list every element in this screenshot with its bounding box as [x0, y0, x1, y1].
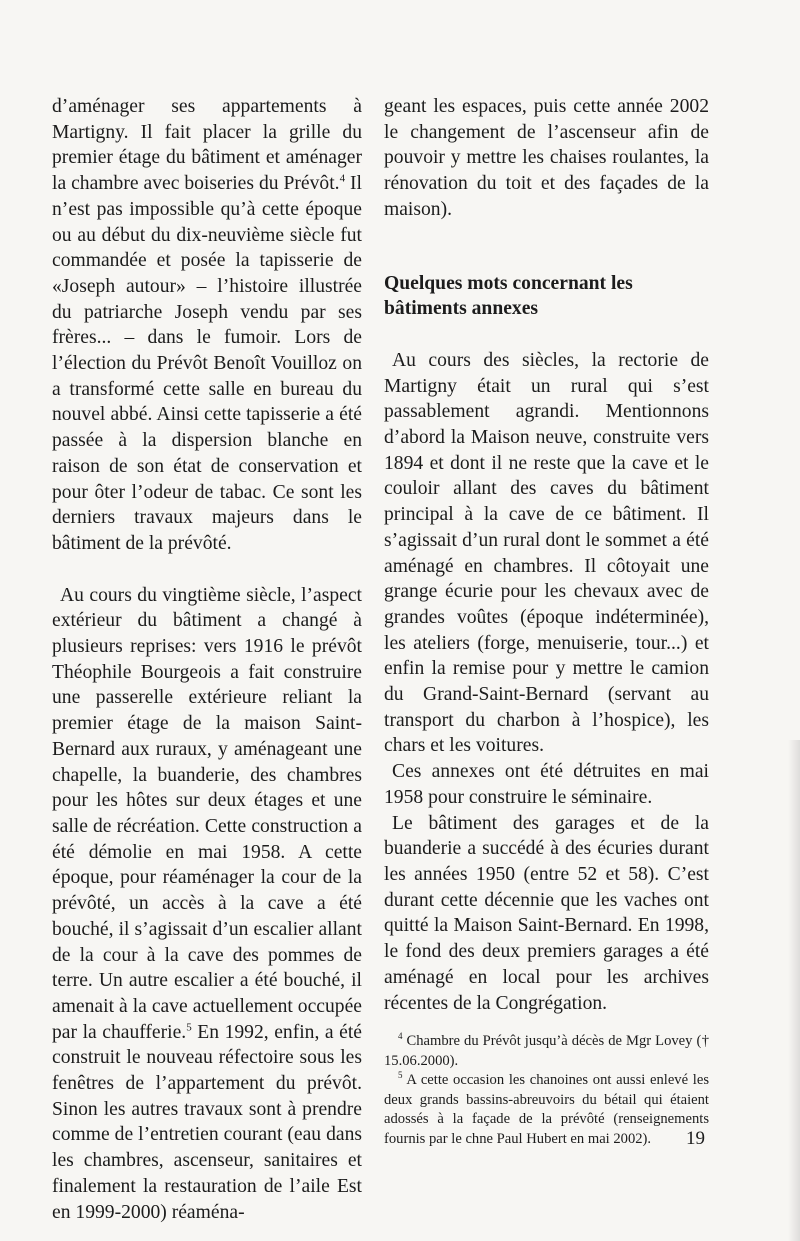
- left-column: [52, 94, 362, 1225]
- paragraph-reamenageant: geant les espaces, puis cette année 2002 le changement de l’ascenseur afin de pouvoir y mettre les chaises roulantes, la rénovation du toit et des façades de la maison).: [384, 96, 709, 220]
- footnote-ref-5: 5: [186, 1021, 192, 1034]
- section-heading: Quelques mots concernant les bâtiments annexes: [384, 272, 633, 320]
- paragraph-annexes-detruites: Ces annexes ont été détruites en mai 1958 pour construire le séminaire.: [384, 761, 709, 808]
- paragraph-appartements: d’aménager ses appartements à Martigny. Il fait placer la grille du premier étage du bâtiment et aménager la chambre avec boiseries du Prévôt.$^4$ Il n’est pas impossible qu’à cette époque ou au début du dix-neuvième siècle fut commandée et posée la tapisserie de «Joseph autour» – l’histoire illustrée du patriarche Joseph vendu par ses frères... – dans le fumoir. Lors de l’élection du Prévôt Benoît Vouilloz on a transformé cette salle en bureau du nouvel abbé. Ainsi cette tapisserie a été passée à la dispersion blanche en raison de son état de conservation et pour ôter l’odeur de tabac. Ce sont les derniers travaux majeurs dans le bâtiment de la prévôté.: [52, 96, 362, 554]
- footnote-ref-4: 4: [339, 172, 346, 185]
- footnotes: [384, 1032, 709, 1149]
- page-edge-shadow: [788, 740, 800, 1241]
- right-column: [384, 94, 709, 1149]
- footnote-5: $^5$ A cette occasion les chanoines ont aussi enlevé les deux grands bassins-abreuvoirs du bétail qui étaient adossés à la façade de la prévôté (renseignements fournis par le chne Paul Hubert en mai 2002).: [384, 1070, 709, 1147]
- page-number: 19: [686, 1128, 705, 1149]
- paragraph-garages: Le bâtiment des garages et de la buanderie a succédé à des écuries durant les années 1950 (entre 52 et 58). C’est durant cette décennie que les vaches ont quitté la Maison Saint-Bernard. En 1998, le fond des deux premiers garages a été aménagé en local pour les archives récentes de la Congrégation.: [384, 812, 709, 1014]
- footnote-4: $^4$ Chambre du Prévôt jusqu’à décès de Mgr Lovey († 15.06.2000).: [384, 1031, 709, 1069]
- paragraph-rectorie: Au cours des siècles, la rectorie de Martigny était un rural qui s’est passablement agrandi. Mentionnons d’abord la Maison neuve, construite vers 1894 et dont il ne reste que la cave et le couloir allant des caves du bâtiment principal à la cave de ce bâtiment. Il s’agissait d’un rural dont le sommet a été aménagé en chambres. Il côtoyait une grange écurie pour les chevaux avec de grandes voûtes (époque indéterminée), les ateliers (forge, menuiserie, tour...) et enfin la remise pour y mettre le camion du Grand-Saint-Bernard (servant au transport du charbon à l’hospice), les chars et les voitures.: [384, 349, 709, 757]
- paragraph-vingtieme-siecle: Au cours du vingtième siècle, l’aspect extérieur du bâtiment a changé à plusieurs reprises: vers 1916 le prévôt Théophile Bourgeois a fait construire une passerelle extérieure reliant la premier étage de la maison Saint-Bernard aux ruraux, y aménageant une chapelle, la buanderie, des chambres pour les hôtes sur deux étages et une salle de récréation. Cette construction a été démolie en mai 1958. A cette époque, pour réaménager la cour de la prévôté, un accès à la cave a été bouché, il s’agissait d’un escalier allant de la cour à la cave des pommes de terre. Un autre escalier a été bouché, il amenait à la cave actuellement occupée par la chaufferie.$^5$ En 1992, enfin, a été construit le nouveau réfectoire sous les fenêtres de l’appartement du prévôt. Sinon les autres travaux sont à prendre comme de l’entretien courant (eau dans les chambres, ascenseur, sanitaires et finalement la restauration de l’aile Est en 1999-2000) réaména-: [52, 584, 362, 1223]
